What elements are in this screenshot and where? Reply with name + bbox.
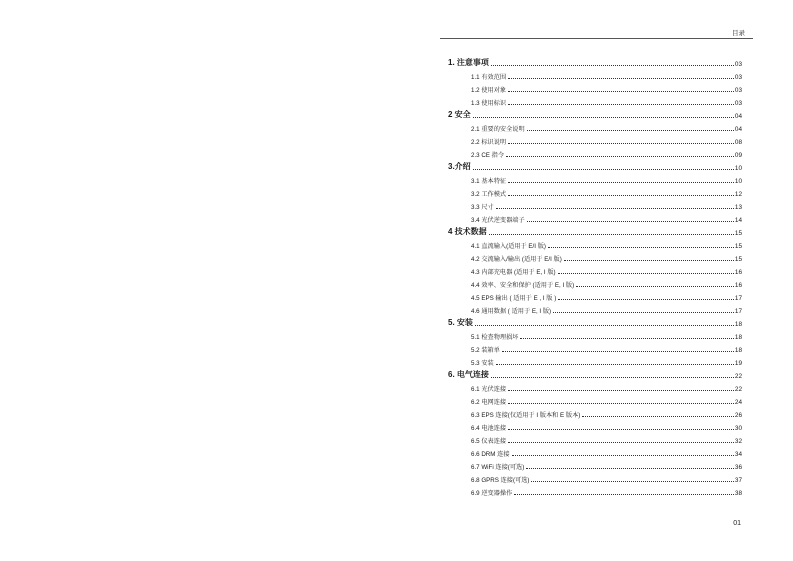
toc-entry-label: 2.2 标识说明 [471,139,507,146]
toc-dot-leader [491,65,734,66]
toc-entry-label: 6.5 仪表连接 [471,438,507,445]
toc-entry-label: 6.7 WiFi 连接(可选) [471,464,525,471]
toc-entry-label: 1.3 使用标识 [471,100,507,107]
toc-dot-leader [553,312,734,313]
toc-entry-page: 16 [734,269,742,276]
toc-subsection-entry[interactable] [448,393,742,406]
toc-subsection-entry[interactable] [448,445,742,458]
toc-entry-label: 2.3 CE 指令 [471,152,505,159]
toc-entry-label: 5.1 检查物理损坏 [471,334,519,341]
toc-subsection-entry[interactable] [448,172,742,185]
toc-entry-page: 03 [734,100,742,107]
toc-entry-page: 04 [734,113,742,120]
toc-subsection-entry[interactable] [448,146,742,159]
toc-entry-page: 37 [734,477,742,484]
table-of-contents [448,55,742,497]
toc-entry-label: 3.介绍 [448,162,471,171]
toc-subsection-entry[interactable] [448,133,742,146]
toc-entry-label: 4 技术数据 [448,227,487,236]
toc-dot-leader [548,247,734,248]
toc-entry-page: 04 [734,126,742,133]
toc-entry-page: 15 [734,230,742,237]
toc-dot-leader [502,351,734,352]
toc-section-entry[interactable] [448,159,742,172]
toc-entry-page: 17 [734,308,742,315]
toc-entry-label: 5. 安装 [448,318,473,327]
toc-subsection-entry[interactable] [448,432,742,445]
toc-entry-page: 10 [734,165,742,172]
toc-entry-label: 6.2 电网连接 [471,399,507,406]
toc-entry-label: 6.1 光伏连接 [471,386,507,393]
toc-dot-leader [512,455,734,456]
toc-dot-leader [508,403,734,404]
toc-subsection-entry[interactable] [448,120,742,133]
toc-entry-label: 3.1 基本特征 [471,178,507,185]
toc-subsection-entry[interactable] [448,484,742,497]
toc-entry-page: 09 [734,152,742,159]
toc-dot-leader [508,104,734,105]
toc-subsection-entry[interactable] [448,458,742,471]
toc-entry-label: 6.4 电池连接 [471,425,507,432]
toc-dot-leader [576,286,734,287]
toc-dot-leader [475,325,734,326]
toc-entry-page: 03 [734,87,742,94]
toc-subsection-entry[interactable] [448,406,742,419]
toc-entry-label: 6.6 DRM 连接 [471,451,510,458]
toc-entry-page: 03 [734,74,742,81]
toc-entry-page: 32 [734,438,742,445]
toc-entry-page: 03 [734,61,742,68]
toc-subsection-entry[interactable] [448,302,742,315]
toc-dot-leader [506,156,734,157]
toc-entry-page: 26 [734,412,742,419]
toc-subsection-entry[interactable] [448,68,742,81]
toc-dot-leader [531,481,733,482]
toc-dot-leader [527,130,734,131]
toc-dot-leader [582,416,734,417]
toc-dot-leader [508,143,734,144]
toc-entry-page: 19 [734,360,742,367]
toc-subsection-entry[interactable] [448,185,742,198]
toc-entry-page: 12 [734,191,742,198]
toc-entry-label: 1.2 使用对象 [471,87,507,94]
toc-dot-leader [489,234,734,235]
toc-section-entry[interactable] [448,55,742,68]
toc-entry-page: 18 [734,334,742,341]
toc-section-entry[interactable] [448,367,742,380]
toc-subsection-entry[interactable] [448,81,742,94]
toc-dot-leader [496,364,734,365]
toc-entry-page: 15 [734,256,742,263]
toc-section-entry[interactable] [448,315,742,328]
toc-dot-leader [508,429,734,430]
toc-entry-label: 4.4 效率、安全和保护 (适用于 E, I 版) [471,282,575,289]
toc-entry-page: 30 [734,425,742,432]
toc-entry-label: 4.2 交流输入/输出 (适用于 E/I 版) [471,256,562,263]
toc-subsection-entry[interactable] [448,419,742,432]
toc-subsection-entry[interactable] [448,250,742,263]
toc-dot-leader [473,169,734,170]
toc-dot-leader [491,377,734,378]
toc-subsection-entry[interactable] [448,276,742,289]
toc-dot-leader [508,91,734,92]
toc-entry-page: 17 [734,295,742,302]
toc-entry-page: 22 [734,373,742,380]
toc-dot-leader [508,442,734,443]
toc-entry-label: 3.2 工作模式 [471,191,507,198]
toc-subsection-entry[interactable] [448,354,742,367]
toc-entry-label: 6. 电气连接 [448,370,489,379]
toc-dot-leader [508,182,734,183]
toc-entry-page: 14 [734,217,742,224]
toc-subsection-entry[interactable] [448,198,742,211]
toc-dot-leader [508,195,734,196]
toc-entry-page: 24 [734,399,742,406]
toc-entry-page: 10 [734,178,742,185]
toc-entry-label: 5.2 装箱单 [471,347,500,354]
toc-entry-label: 6.8 GPRS 连接(可选) [471,477,530,484]
toc-dot-leader [558,273,734,274]
toc-entry-label: 6.3 EPS 连接(仅适用于 I 版本和 E 版本) [471,412,581,419]
toc-subsection-entry[interactable] [448,263,742,276]
toc-dot-leader [496,208,734,209]
toc-entry-page: 08 [734,139,742,146]
toc-subsection-entry[interactable] [448,94,742,107]
toc-entry-label: 4.6 通用数据 ( 适用于 E, I 版) [471,308,552,315]
toc-subsection-entry[interactable] [448,211,742,224]
toc-entry-label: 5.3 安装 [471,360,494,367]
toc-entry-page: 16 [734,282,742,289]
toc-dot-leader [508,78,734,79]
toc-dot-leader [526,468,734,469]
toc-entry-label: 1. 注意事项 [448,58,489,67]
toc-entry-page: 36 [734,464,742,471]
toc-entry-label: 4.3 内部充电器 (适用于 E, I 版) [471,269,556,276]
toc-entry-page: 22 [734,386,742,393]
toc-entry-label: 2.1 重要的安全说明 [471,126,525,133]
toc-subsection-entry[interactable] [448,289,742,302]
toc-entry-label: 1.1 有效范围 [471,74,507,81]
page-header-title: 目录 [732,30,745,37]
toc-entry-label: 4.5 EPS 输出 ( 适用于 E , I 版 ) [471,295,557,302]
toc-subsection-entry[interactable] [448,471,742,484]
toc-dot-leader [473,117,734,118]
toc-entry-label: 3.4 光伏逆变器端子 [471,217,525,224]
toc-subsection-entry[interactable] [448,341,742,354]
toc-dot-leader [514,494,734,495]
toc-dot-leader [527,221,734,222]
toc-subsection-entry[interactable] [448,328,742,341]
toc-section-entry[interactable] [448,224,742,237]
toc-entry-page: 18 [734,321,742,328]
toc-entry-label: 3.3 尺寸 [471,204,494,211]
toc-subsection-entry[interactable] [448,237,742,250]
toc-entry-page: 34 [734,451,742,458]
toc-section-entry[interactable] [448,107,742,120]
toc-entry-page: 13 [734,204,742,211]
toc-dot-leader [564,260,734,261]
toc-entry-label: 2 安全 [448,110,471,119]
toc-entry-page: 38 [734,490,742,497]
header-rule [440,38,753,39]
toc-entry-label: 6.9 逆变器操作 [471,490,513,497]
toc-subsection-entry[interactable] [448,380,742,393]
toc-entry-page: 15 [734,243,742,250]
toc-dot-leader [558,299,734,300]
toc-dot-leader [520,338,733,339]
toc-dot-leader [508,390,734,391]
toc-entry-label: 4.1 直流输入(适用于 E/I 版) [471,243,546,250]
toc-entry-page: 18 [734,347,742,354]
page-number: 01 [733,520,741,527]
